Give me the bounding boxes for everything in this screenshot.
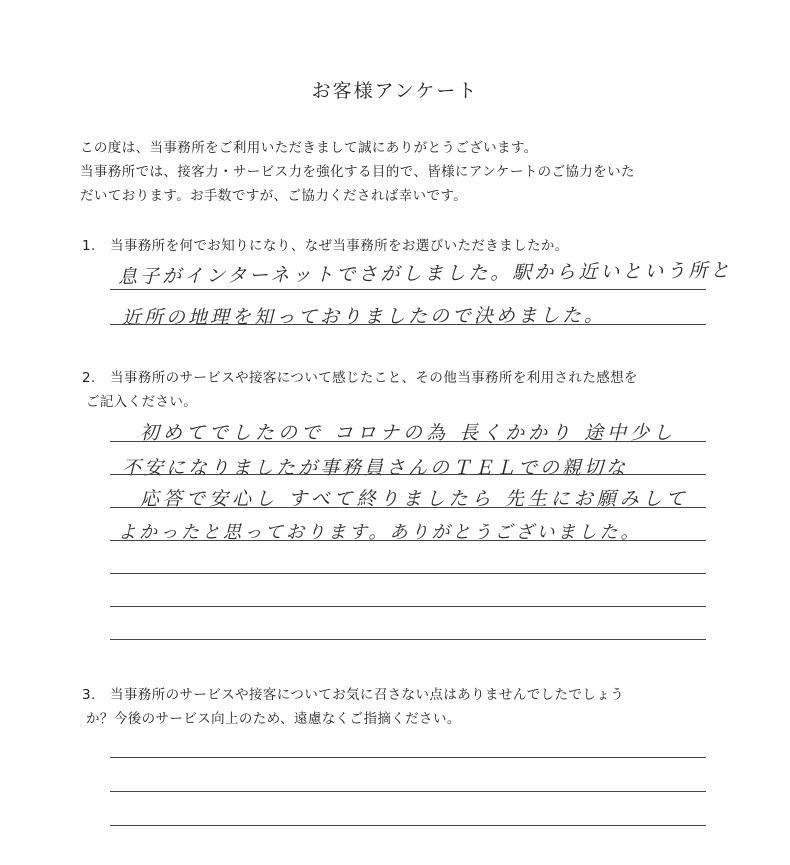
answer-rule xyxy=(110,639,706,640)
question-number: 1. xyxy=(82,238,96,254)
answer-rule xyxy=(110,507,706,508)
question-text: 当事務所を何でお知りになり、なぜ当事務所をお選びいただきましたか。 xyxy=(110,238,569,254)
answer-rule xyxy=(110,825,706,826)
answer-rule xyxy=(110,441,706,442)
question-number: 2. xyxy=(82,370,96,386)
question-text-continued: か？今後のサービス向上のため、遠慮なくご指摘ください。 xyxy=(86,711,461,727)
handwritten-answer-line: 不安になりましたが事務員さんのＴＥＬでの親切な xyxy=(122,457,629,479)
answer-rule xyxy=(110,324,706,325)
handwritten-answer-line: よかったと思っております。ありがとうございました。 xyxy=(118,522,642,543)
page-title: お客様アンケート xyxy=(311,80,479,102)
answer-rule xyxy=(110,289,706,290)
intro-paragraph xyxy=(80,136,730,208)
answer-rule xyxy=(110,573,706,574)
intro-line: だいております。お手数ですが、ご協力くだされば幸いです。 xyxy=(80,188,468,204)
answer-rule xyxy=(110,606,706,607)
handwritten-answer-line: 息子がインターネットでさがしました。駅から近いという所と xyxy=(117,259,733,288)
question-text-continued: ご記入ください。 xyxy=(86,394,198,410)
question-3 xyxy=(82,683,732,731)
question-1 xyxy=(82,234,732,258)
handwritten-answer-line: 近所の地理を知っておりましたので決めました。 xyxy=(121,304,607,329)
intro-line: 当事務所では、接客力・サービス力を強化する目的で、皆様にアンケートのご協力をいた xyxy=(80,164,635,180)
handwritten-answer-line: 応答で安心し すべて終りましたら 先生にお願みして xyxy=(140,488,689,510)
answer-rule xyxy=(110,791,706,792)
intro-line: この度は、当事務所をご利用いただきまして誠にありがとうございます。 xyxy=(80,140,538,156)
answer-rule xyxy=(110,757,706,758)
answer-rule xyxy=(110,540,706,541)
handwritten-answer-line: 初めてでしたので コロナの為 長くかかり 途中少し xyxy=(140,422,677,444)
question-text: 当事務所のサービスや接客について感じたこと、その他当事務所を利用された感想を xyxy=(110,370,638,386)
answer-rule xyxy=(110,474,706,475)
question-text: 当事務所のサービスや接客についてお気に召さない点はありませんでしたでしょう xyxy=(110,687,625,703)
question-number: 3. xyxy=(82,687,96,703)
question-2 xyxy=(82,366,732,414)
